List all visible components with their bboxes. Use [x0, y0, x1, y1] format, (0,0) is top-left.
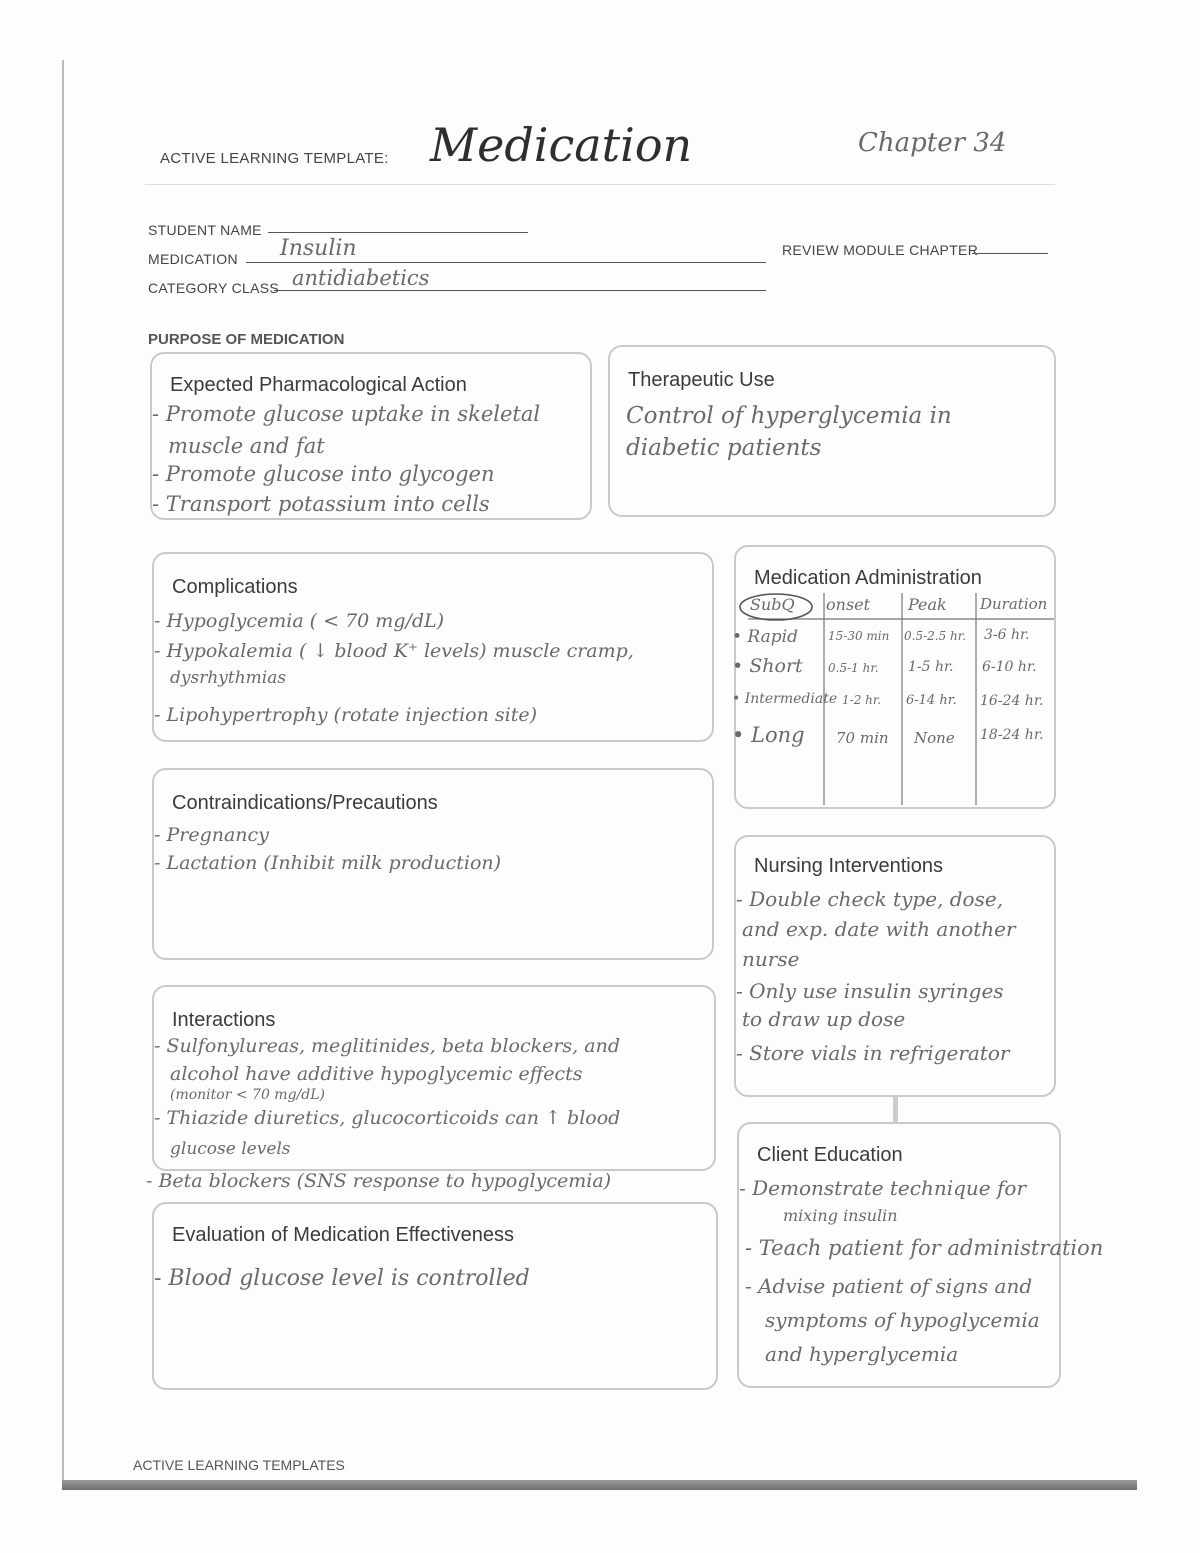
student-name-label: STUDENT NAME [148, 222, 262, 238]
therapeutic-use-line: diabetic patients [626, 435, 822, 461]
admin-row-type: • Intermediate [732, 691, 838, 707]
contraindications-line: - Pregnancy [154, 824, 269, 846]
admin-header-peak: Peak [908, 595, 947, 614]
medication-label: MEDICATION [148, 251, 238, 267]
administration-title: Medication Administration [754, 567, 982, 589]
admin-row-duration: 16-24 hr. [980, 693, 1044, 709]
administration-box [734, 545, 1056, 809]
admin-row-type: • Rapid [732, 627, 798, 647]
interactions-line: - Thiazide diuretics, glucocorticoids can ↑ blood [154, 1107, 621, 1129]
expected-action-title: Expected Pharmacological Action [170, 374, 467, 396]
evaluation-box [152, 1202, 718, 1390]
admin-header-onset: onset [826, 595, 871, 614]
footer-label: ACTIVE LEARNING TEMPLATES [133, 1457, 345, 1473]
nursing-line: and exp. date with another [742, 917, 1016, 941]
admin-row-peak: 6-14 hr. [906, 693, 957, 708]
nursing-title: Nursing Interventions [754, 855, 943, 877]
administration-grid [736, 547, 1058, 811]
category-class-value: antidiabetics [292, 266, 430, 290]
nursing-line: - Only use insulin syringes [736, 979, 1004, 1003]
complications-title: Complications [172, 576, 298, 598]
therapeutic-use-title: Therapeutic Use [628, 369, 775, 391]
nursing-line: nurse [742, 947, 800, 971]
admin-row-onset: 1-2 hr. [842, 693, 882, 707]
page-title: Medication [430, 118, 693, 172]
nursing-line: - Double check type, dose, [736, 887, 1004, 911]
client-education-line: - Advise patient of signs and [745, 1274, 1033, 1298]
admin-header-duration: Duration [980, 595, 1048, 613]
interactions-title: Interactions [172, 1009, 276, 1031]
contraindications-line: - Lactation (Inhibit milk production) [154, 852, 502, 874]
admin-row-type: • Short [732, 655, 803, 677]
expected-action-line: muscle and fat [168, 434, 325, 458]
nursing-box [734, 835, 1056, 1097]
nursing-line: to draw up dose [742, 1007, 906, 1031]
client-education-line: mixing insulin [783, 1206, 898, 1225]
evaluation-line: - Blood glucose level is controlled [154, 1266, 530, 1291]
admin-row-onset: 15-30 min [828, 629, 890, 643]
admin-row-type: • Long [732, 723, 805, 747]
admin-row-peak: 0.5-2.5 hr. [904, 629, 966, 643]
client-education-box [737, 1122, 1104, 1388]
admin-row-onset: 0.5-1 hr. [828, 661, 879, 675]
category-class-label: CATEGORY CLASS [148, 280, 280, 296]
expected-action-line: - Promote glucose uptake in skeletal [152, 402, 541, 426]
interactions-extra-line: - Beta blockers (SNS response to hypoglycemia) [146, 1170, 612, 1192]
client-education-line: symptoms of hypoglycemia [765, 1308, 1040, 1332]
admin-row-peak: None [914, 729, 955, 747]
interactions-box [152, 985, 716, 1171]
chapter-number: Chapter 34 [858, 128, 1007, 158]
evaluation-title: Evaluation of Medication Effectiveness [172, 1224, 515, 1246]
admin-row-duration: 6-10 hr. [982, 659, 1037, 675]
interactions-line: alcohol have additive hypoglycemic effects [170, 1063, 583, 1085]
expected-action-line: - Promote glucose into glycogen [152, 462, 495, 486]
complications-line: - Lipohypertrophy (rotate injection site) [154, 704, 537, 726]
contraindications-box [152, 768, 714, 960]
admin-row-peak: 1-5 hr. [908, 659, 954, 675]
purpose-heading: PURPOSE OF MEDICATION [148, 331, 345, 348]
complications-line: - Hypoglycemia ( < 70 mg/dL) [154, 610, 445, 632]
nursing-line: - Store vials in refrigerator [736, 1041, 1010, 1065]
therapeutic-use-line: Control of hyperglycemia in [626, 403, 952, 429]
client-education-title: Client Education [757, 1144, 903, 1166]
category-class-field[interactable] [274, 266, 766, 291]
interactions-line: glucose levels [170, 1139, 291, 1159]
contraindications-title: Contraindications/Precautions [172, 792, 438, 814]
review-module-field[interactable] [972, 253, 1048, 254]
admin-row-onset: 70 min [836, 729, 889, 747]
page-bottom-edge [62, 1480, 1137, 1490]
expected-action-line: - Transport potassium into cells [152, 492, 490, 516]
client-education-line: - Teach patient for administration [745, 1236, 1104, 1260]
page-left-edge [62, 60, 64, 1480]
connector [893, 1097, 898, 1125]
template-label: ACTIVE LEARNING TEMPLATE: [160, 150, 389, 167]
client-education-line: - Demonstrate technique for [739, 1176, 1027, 1200]
complications-line: dysrhythmias [170, 668, 287, 688]
admin-row-duration: 3-6 hr. [984, 627, 1030, 643]
complications-line: - Hypokalemia ( ↓ blood K⁺ levels) muscle cramp, [154, 640, 634, 662]
medication-value: Insulin [280, 236, 357, 261]
expected-action-box [150, 352, 592, 520]
complications-box [152, 552, 714, 742]
interactions-line: - Sulfonylureas, meglitinides, beta blockers, and [154, 1035, 620, 1057]
client-education-line: and hyperglycemia [765, 1342, 959, 1366]
review-module-label: REVIEW MODULE CHAPTER [782, 242, 979, 258]
admin-header-type: SubQ [750, 595, 795, 614]
medication-field[interactable] [246, 236, 766, 263]
student-name-field[interactable] [268, 232, 528, 233]
therapeutic-use-box [608, 345, 1056, 517]
interactions-line: (monitor < 70 mg/dL) [170, 1087, 325, 1103]
header-rule [145, 184, 1055, 185]
admin-row-duration: 18-24 hr. [980, 727, 1044, 743]
